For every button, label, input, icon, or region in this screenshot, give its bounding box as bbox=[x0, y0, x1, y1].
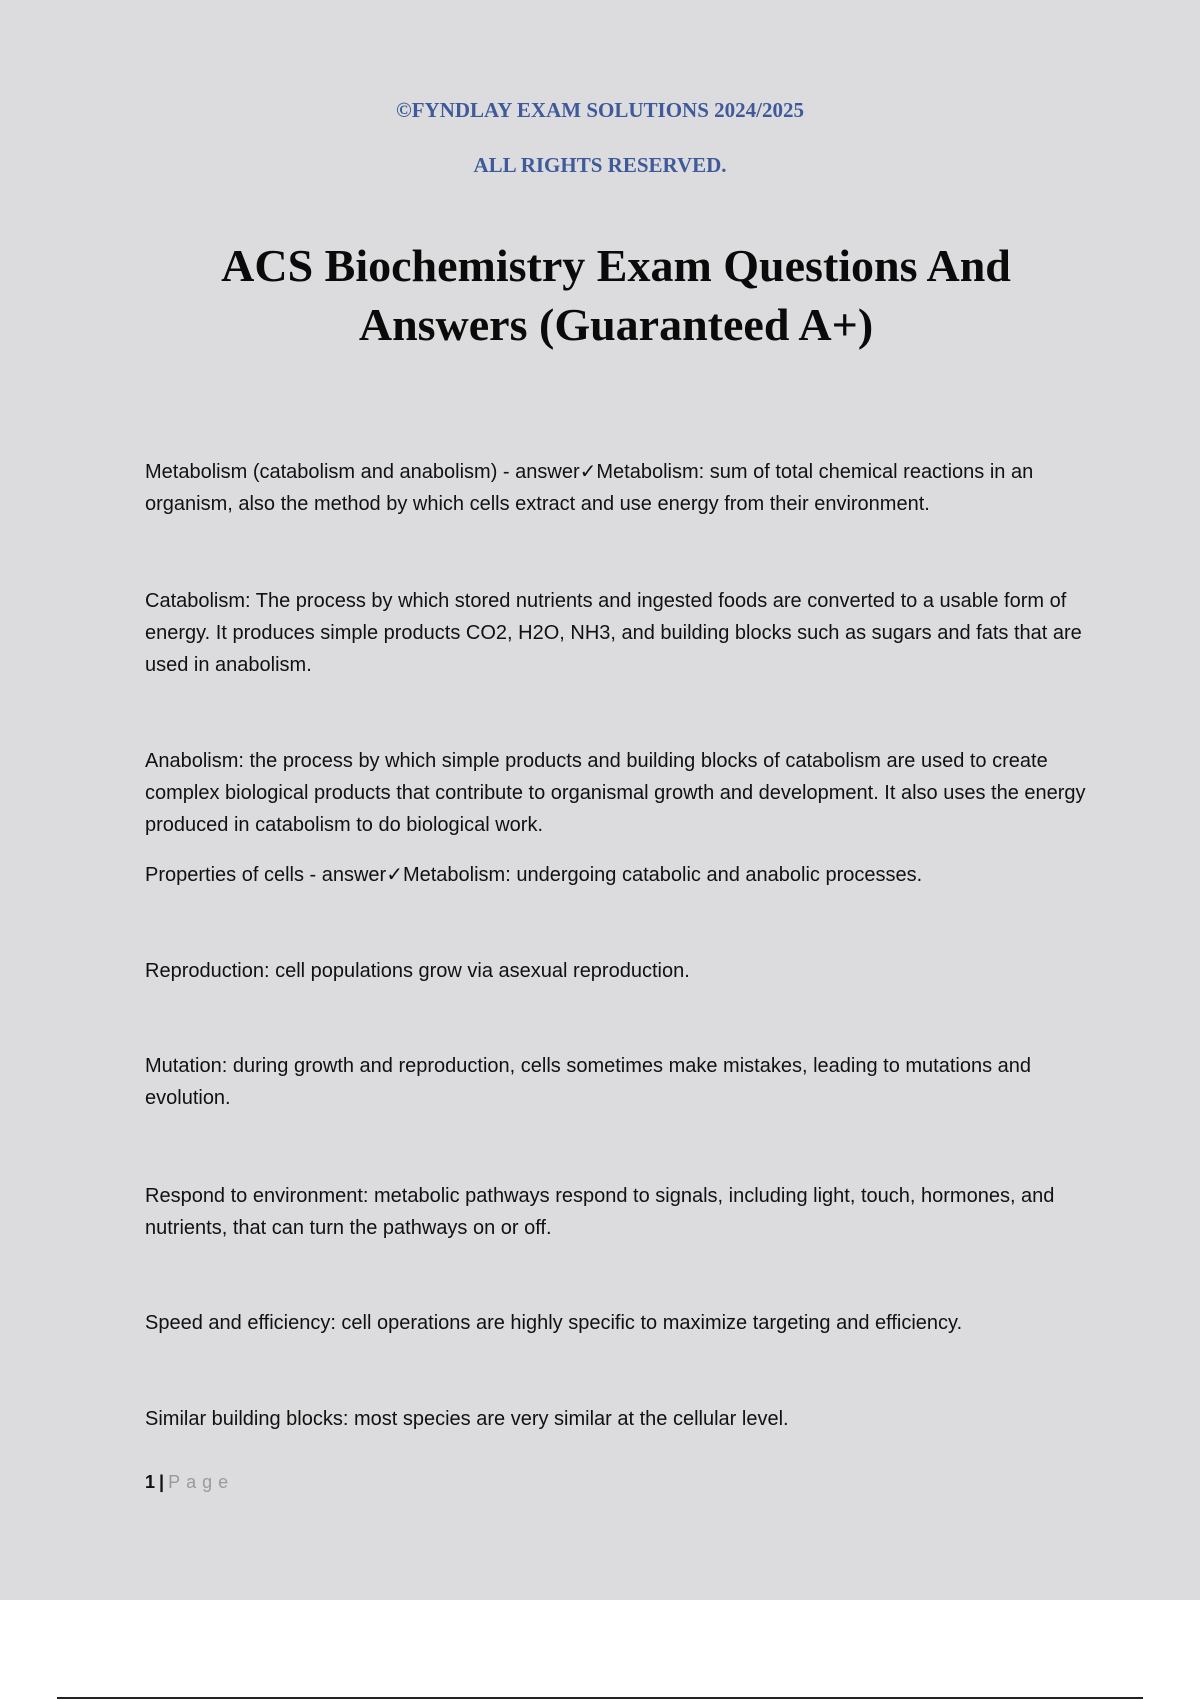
rights-reserved-notice: ALL RIGHTS RESERVED. bbox=[473, 153, 727, 177]
paragraph-metabolism: Metabolism (catabolism and anabolism) - answer✓Metabolism: sum of total chemical reactions in an organism, also the method by which cells extract and use energy from their environment. bbox=[145, 461, 1034, 515]
paragraph-catabolism: Catabolism: The process by which stored nutrients and ingested foods are converted to a usable form of energy. It produces simple products CO2, H2O, NH3, and building blocks such as sugars and fats that are used in anabolism. bbox=[145, 590, 1082, 676]
paragraph-reproduction: Reproduction: cell populations grow via asexual reproduction. bbox=[145, 960, 690, 982]
paragraph-mutation: Mutation: during growth and reproduction, cells sometimes make mistakes, leading to mutations and evolution. bbox=[145, 1055, 1032, 1109]
paragraph-similar-building-blocks: Similar building blocks: most species are very similar at the cellular level. bbox=[145, 1408, 789, 1430]
page-separator: | bbox=[159, 1472, 165, 1492]
paragraph-anabolism: Anabolism: the process by which simple products and building blocks of catabolism are used to create complex biological products that contribute to organismal growth and development. It also uses the energy produced in catabolism to do biological work. bbox=[145, 750, 1086, 836]
paragraph-properties-of-cells: Properties of cells - answer✓Metabolism: undergoing catabolic and anabolic processes. bbox=[145, 864, 923, 886]
paragraph-respond-to-environment: Respond to environment: metabolic pathways respond to signals, including light, touch, hormones, and nutrients, that can turn the pathways on or off. bbox=[145, 1185, 1055, 1239]
page-number-footer bbox=[145, 1472, 234, 1493]
copyright-notice: ©FYNDLAY EXAM SOLUTIONS 2024/2025 bbox=[396, 98, 804, 122]
document-title bbox=[100, 236, 1132, 354]
title-line-1: ACS Biochemistry Exam Questions And bbox=[221, 240, 1011, 291]
paragraph-speed-and-efficiency: Speed and efficiency: cell operations are highly specific to maximize targeting and efficiency. bbox=[145, 1312, 963, 1334]
page-number: 1 bbox=[145, 1472, 156, 1492]
title-line-2: Answers (Guaranteed A+) bbox=[358, 299, 874, 350]
page-label: Page bbox=[168, 1472, 235, 1492]
next-page-top-rule bbox=[57, 1697, 1143, 1699]
